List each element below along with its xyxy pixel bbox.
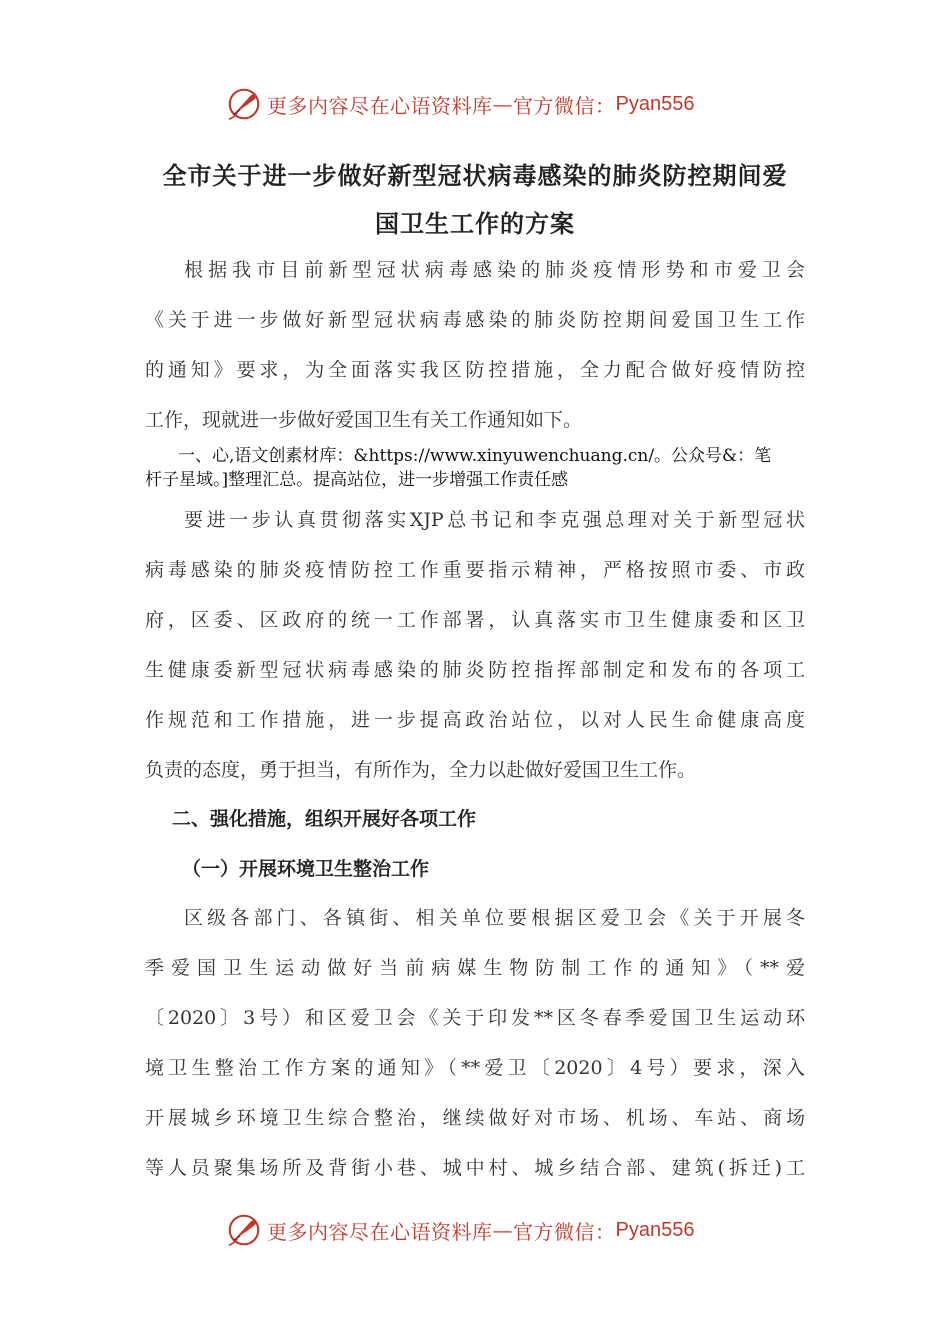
document-title-line-1: 全市关于进一步做好新型冠状病毒感染的肺炎防控期间爱 [162, 162, 788, 190]
section-1-line-2: 杆子星域。]整理汇总。提高站位，进一步增强工作责任感 [145, 470, 569, 490]
para-1-line: 府，区委、区政府的统一工作部署，认真落实市卫生健康委和区卫 [145, 609, 805, 631]
document-title-line-2: 国卫生工作的方案 [375, 210, 575, 238]
para-1-line: 负责的态度，勇于担当，有所作为，全力以赴做好爱国卫生工作。 [145, 759, 697, 781]
section-1-line-1: 一、心,语文创素材库：&https://www.xinyuwenchuang.cn/。公众号&：笔 [178, 446, 772, 466]
para-2-line: 区级各部门、各镇街、相关单位要根据区爱卫会《关于开展冬 [184, 907, 805, 929]
intro-line: 工作，现就进一步做好爱国卫生有关工作通知如下。 [145, 409, 583, 431]
para-2-line: 〔2020〕3号）和区爱卫会《关于印发**区冬春季爱国卫生运动环 [145, 1007, 805, 1029]
para-1-line: 病毒感染的肺炎疫情防控工作重要指示精神，严格按照市委、市政 [145, 559, 805, 581]
banner-label: 官方微信： [513, 1219, 616, 1244]
section-2-heading: 二、强化措施，组织开展好各项工作 [172, 808, 477, 830]
para-1-line: 要进一步认真贯彻落实XJP总书记和李克强总理对关于新型冠状 [184, 509, 805, 531]
banner-handle: Pyan556 [615, 1218, 695, 1241]
para-2-line: 季爱国卫生运动做好当前病媒生物防制工作的通知》（**爱 [145, 957, 805, 979]
banner-text: 更多内容尽在心语资料库 [267, 93, 493, 118]
quill-logo-icon [225, 85, 263, 123]
banner-handle: Pyan556 [615, 92, 695, 115]
banner-dash: — [492, 1218, 513, 1242]
banner-dash: — [492, 92, 513, 116]
para-1-line: 作规范和工作措施，进一步提高政治站位，以对人民生命健康高度 [145, 709, 805, 731]
para-2-line: 境卫生整治工作方案的通知》（**爱卫〔2020〕4号）要求，深入 [145, 1057, 805, 1079]
banner-text: 更多内容尽在心语资料库 [267, 1219, 493, 1244]
quill-logo-icon [225, 1211, 263, 1249]
intro-line: 《关于进一步做好新型冠状病毒感染的肺炎防控期间爱国卫生工作 [145, 309, 805, 331]
para-2-line: 等人员聚集场所及背街小巷、城中村、城乡结合部、建筑(拆迁)工 [145, 1157, 805, 1179]
banner-label: 官方微信： [513, 93, 616, 118]
intro-line: 的通知》要求，为全面落实我区防控措施，全力配合做好疫情防控 [145, 359, 805, 381]
para-2-line: 开展城乡环境卫生综合整治，继续做好对市场、机场、车站、商场 [145, 1107, 805, 1129]
para-1-line: 生健康委新型冠状病毒感染的肺炎防控指挥部制定和发布的各项工 [145, 659, 805, 681]
intro-line: 根据我市目前新型冠状病毒感染的肺炎疫情形势和市爱卫会 [184, 259, 805, 281]
section-2-subheading: （一）开展环境卫生整治工作 [182, 858, 430, 880]
footer-banner [225, 1210, 745, 1250]
header-banner [225, 84, 745, 124]
